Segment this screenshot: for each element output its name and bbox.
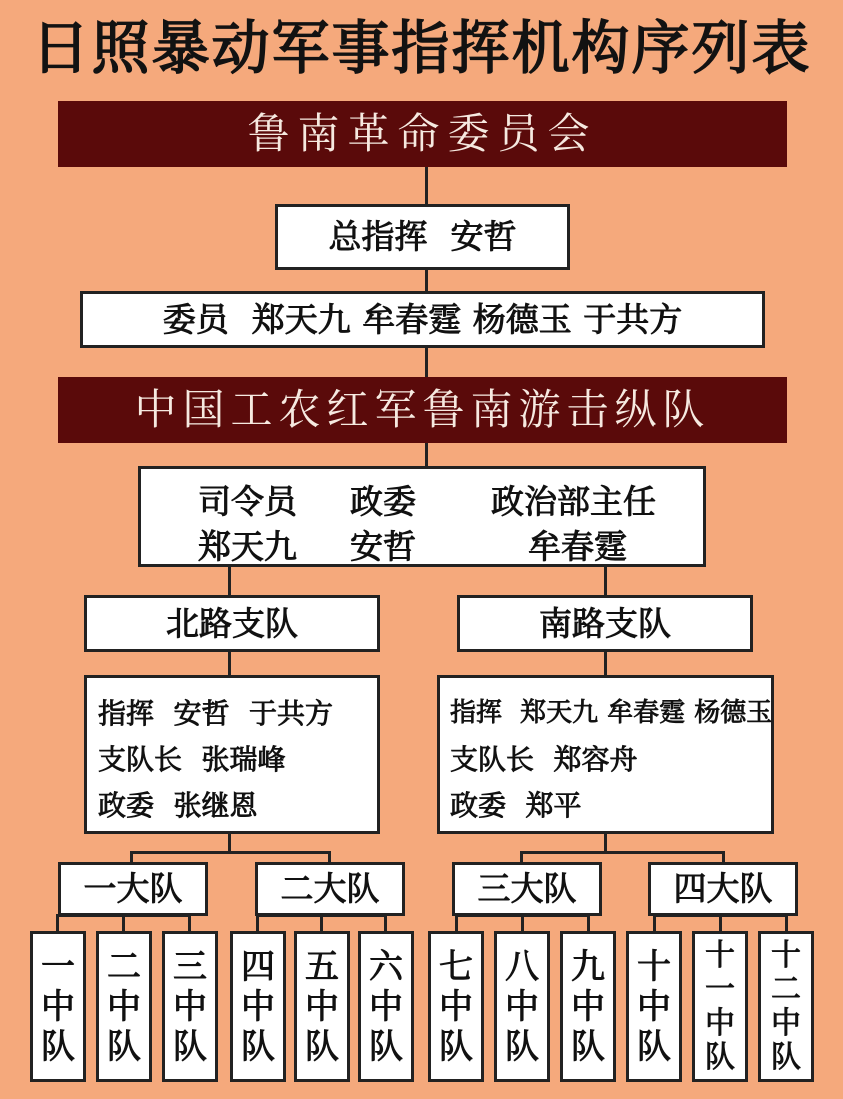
north-command: 指挥 安哲 于共方	[98, 697, 333, 730]
company-label-char: 一	[705, 971, 735, 1007]
connector-leaders-south	[604, 566, 607, 596]
connector-south-detail	[604, 650, 607, 676]
north-captain: 支队长 张瑞峰	[98, 743, 286, 776]
company-label-char: 十	[771, 937, 801, 973]
battalion-box: 三大队	[452, 862, 602, 916]
company-label-char: 中	[107, 986, 141, 1027]
company-stub	[587, 914, 590, 932]
company-label-char: 队	[771, 1039, 801, 1075]
company-label-char: 队	[241, 1026, 275, 1067]
company-stub	[785, 914, 788, 932]
south-captain: 支队长 郑容舟	[450, 743, 638, 776]
company-label-char: 四	[241, 946, 275, 987]
south-commissar: 政委 郑平	[450, 789, 582, 822]
company-label-char: 中	[771, 1005, 801, 1041]
battalion-box: 二大队	[255, 862, 405, 916]
army-banner: 中国工农红军鲁南游击纵队	[58, 377, 787, 443]
north-bus-horizontal	[130, 851, 330, 854]
battalion-box: 一大队	[58, 862, 208, 916]
south-bus-horizontal	[520, 851, 725, 854]
connector-members-army	[425, 346, 428, 378]
company-box	[96, 931, 152, 1082]
south-detachment-detail	[437, 675, 774, 834]
company-label-char: 八	[505, 946, 539, 987]
leader-name-political-director: 牟春霆	[528, 527, 627, 566]
company-label-char: 中	[305, 986, 339, 1027]
company-box	[428, 931, 484, 1082]
commander-box: 总指挥 安哲	[275, 204, 570, 270]
company-box	[294, 931, 350, 1082]
company-box	[494, 931, 550, 1082]
company-label-char: 二	[771, 971, 801, 1007]
company-label-char: 一	[41, 946, 75, 987]
company-stub	[384, 914, 387, 932]
company-stub	[56, 914, 59, 932]
company-label-char: 中	[571, 986, 605, 1027]
company-label-char: 队	[41, 1026, 75, 1067]
company-label-char: 中	[369, 986, 403, 1027]
company-label-char: 队	[637, 1026, 671, 1067]
company-label-char: 九	[571, 946, 605, 987]
company-label-char: 队	[505, 1026, 539, 1067]
leader-name-commander: 郑天九	[198, 527, 297, 566]
company-box	[758, 931, 814, 1082]
company-label-char: 七	[439, 946, 473, 987]
leader-role-commander: 司令员	[198, 482, 297, 521]
company-stub	[455, 914, 458, 932]
north-detachment-detail	[84, 675, 380, 834]
connector-north-bus	[228, 832, 231, 852]
company-stub	[256, 914, 259, 932]
company-stub	[719, 914, 722, 932]
leader-role-commissar: 政委	[350, 482, 416, 521]
connector-south-bus	[604, 832, 607, 852]
company-box	[692, 931, 748, 1082]
connector-leaders-north	[228, 566, 231, 596]
company-label-char: 中	[439, 986, 473, 1027]
committee-banner: 鲁南革命委员会	[58, 101, 787, 167]
south-command: 指挥 郑天九 牟春霆 杨德玉	[450, 698, 773, 728]
company-box	[626, 931, 682, 1082]
company-label-char: 三	[173, 946, 207, 987]
company-stub	[320, 914, 323, 932]
company-label-char: 中	[241, 986, 275, 1027]
company-box	[358, 931, 414, 1082]
company-box	[162, 931, 218, 1082]
leader-role-political-director: 政治部主任	[491, 482, 656, 521]
company-stub	[521, 914, 524, 932]
company-label-char: 队	[439, 1026, 473, 1067]
company-box	[30, 931, 86, 1082]
chart-title: 日照暴动军事指挥机构序列表	[31, 14, 812, 82]
members-box: 委员 郑天九 牟春霆 杨德玉 于共方	[80, 291, 765, 348]
company-label-char: 中	[637, 986, 671, 1027]
south-detachment-box: 南路支队	[457, 595, 753, 652]
north-detachment-box: 北路支队	[84, 595, 380, 652]
company-label-char: 五	[305, 946, 339, 987]
company-label-char: 队	[571, 1026, 605, 1067]
company-label-char: 中	[705, 1005, 735, 1041]
company-stub	[122, 914, 125, 932]
company-label-char: 队	[107, 1026, 141, 1067]
company-stub	[653, 914, 656, 932]
company-label-char: 十	[705, 937, 735, 973]
company-label-char: 十	[637, 946, 671, 987]
company-stub	[188, 914, 191, 932]
company-label-char: 队	[173, 1026, 207, 1067]
connector-north-detail	[228, 650, 231, 676]
company-label-char: 二	[107, 946, 141, 987]
company-label-char: 队	[305, 1026, 339, 1067]
connector-commander-members	[425, 268, 428, 293]
north-commissar: 政委 张继恩	[98, 789, 258, 822]
company-label-char: 队	[369, 1026, 403, 1067]
company-label-char: 中	[173, 986, 207, 1027]
army-leaders-box	[138, 466, 706, 567]
company-label-char: 中	[505, 986, 539, 1027]
company-label-char: 中	[41, 986, 75, 1027]
company-box	[230, 931, 286, 1082]
connector-army-leaders	[425, 442, 428, 468]
company-box	[560, 931, 616, 1082]
battalion-box: 四大队	[648, 862, 798, 916]
connector-committee-commander	[425, 166, 428, 206]
leader-name-commissar: 安哲	[350, 527, 416, 566]
company-label-char: 六	[369, 946, 403, 987]
company-label-char: 队	[705, 1039, 735, 1075]
